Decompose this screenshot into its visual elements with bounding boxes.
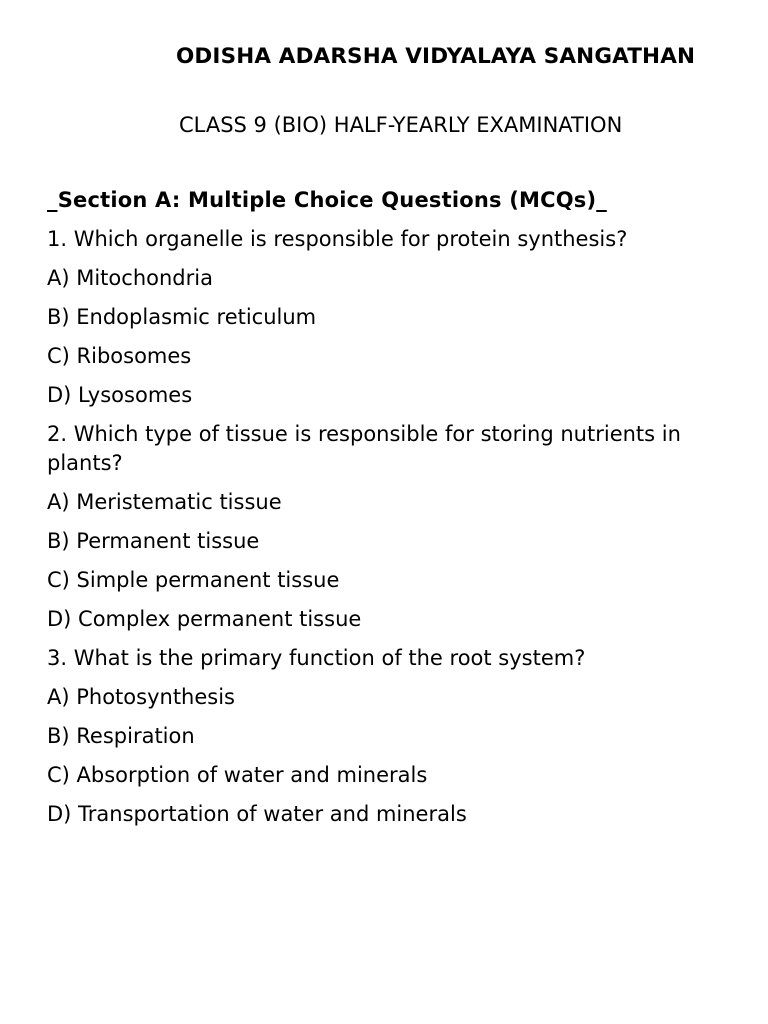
option-d: D) Lysosomes — [47, 383, 193, 407]
document-title: ODISHA ADARSHA VIDYALAYA SANGATHAN — [176, 44, 696, 69]
option-d: D) Transportation of water and minerals — [47, 802, 467, 826]
option-c: C) Ribosomes — [47, 344, 192, 368]
option-a: A) Meristematic tissue — [47, 490, 282, 514]
option-c: C) Simple permanent tissue — [47, 568, 340, 592]
question-text: 2. Which type of tissue is responsible for storing nutrients in plants? — [47, 422, 681, 475]
option-b: B) Permanent tissue — [47, 529, 260, 553]
question-3 — [47, 644, 727, 829]
option-a: A) Mitochondria — [47, 266, 213, 290]
section-heading: _Section A: Multiple Choice Questions (MCQs)_ — [47, 188, 607, 212]
option-b: B) Endoplasmic reticulum — [47, 305, 317, 329]
question-2 — [47, 420, 727, 634]
option-c: C) Absorption of water and minerals — [47, 763, 428, 787]
option-d: D) Complex permanent tissue — [47, 607, 362, 631]
option-a: A) Photosynthesis — [47, 685, 235, 709]
question-1 — [47, 225, 727, 410]
option-b: B) Respiration — [47, 724, 195, 748]
question-text: 1. Which organelle is responsible for protein synthesis? — [47, 227, 628, 251]
question-text: 3. What is the primary function of the root system? — [47, 646, 586, 670]
exam-subtitle: CLASS 9 (BIO) HALF-YEARLY EXAMINATION — [179, 113, 623, 137]
section-a — [47, 186, 727, 839]
